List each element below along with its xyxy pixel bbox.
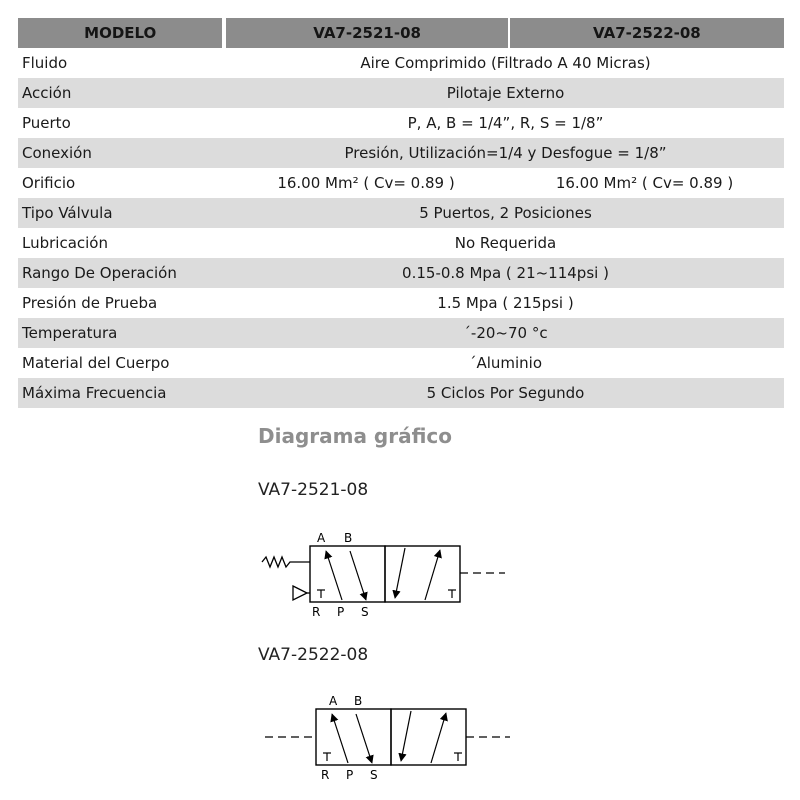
row-label: Acción: [22, 84, 72, 102]
table-row: [18, 108, 784, 138]
row-value: 5 Ciclos Por Segundo: [426, 384, 585, 402]
row-value-va7-2522-08: 16.00 Mm² ( Cv= 0.89 ): [555, 174, 734, 192]
row-value: ´Aluminio: [468, 354, 543, 372]
port-label-a: A: [329, 694, 338, 708]
port-label-p: P: [346, 768, 354, 782]
diagram-model-label: VA7-2521-08: [258, 480, 369, 500]
valve-symbol-va7-2521-08: [250, 525, 520, 620]
row-value-va7-2521-08: 16.00 Mm² ( Cv= 0.89 ): [277, 174, 455, 192]
table-header: [18, 18, 784, 48]
diagram-model-label: VA7-2522-08: [258, 645, 369, 665]
row-value: Aire Comprimido (Filtrado A 40 Micras): [360, 54, 651, 72]
port-label-s: S: [361, 605, 369, 619]
table-row: [18, 48, 784, 78]
row-value: 5 Puertos, 2 Posiciones: [419, 204, 592, 222]
row-value: P, A, B = 1/4”, R, S = 1/8”: [407, 114, 604, 132]
table-row: [18, 228, 784, 258]
row-label: Conexión: [22, 144, 92, 162]
port-label-r: R: [312, 605, 321, 619]
valve-symbol-va7-2522-08: [250, 690, 520, 785]
port-label-a: A: [317, 531, 326, 545]
table-row: [18, 258, 784, 288]
table-row: [18, 378, 784, 408]
row-value: ´-20~70 °c: [463, 324, 548, 342]
table-row: [18, 168, 784, 198]
table-row: [18, 348, 784, 378]
row-label: Presión de Prueba: [22, 294, 158, 312]
row-label: Fluido: [22, 54, 68, 72]
row-value: 0.15-0.8 Mpa ( 21~114psi ): [402, 264, 609, 282]
row-label: Tipo Válvula: [22, 204, 113, 222]
header-va7-2521-08: VA7-2521-08: [226, 18, 507, 48]
row-label: Rango De Operación: [22, 264, 177, 282]
row-label: Orificio: [22, 174, 76, 192]
row-label: Puerto: [22, 114, 71, 132]
table-row: [18, 138, 784, 168]
port-label-b: B: [344, 531, 353, 545]
table-row: [18, 288, 784, 318]
row-value: Pilotaje Externo: [446, 84, 565, 102]
table-row: [18, 318, 784, 348]
row-value: Presión, Utilización=1/4 y Desfogue = 1/8”: [344, 144, 667, 162]
row-label: Máxima Frecuencia: [22, 384, 167, 402]
row-value: 1.5 Mpa ( 215psi ): [437, 294, 574, 312]
spec-table: [18, 18, 784, 408]
port-label-s: S: [370, 768, 378, 782]
row-label: Lubricación: [22, 234, 108, 252]
row-value: No Requerida: [454, 234, 557, 252]
table-row: [18, 78, 784, 108]
header-model: MODELO: [18, 18, 222, 48]
diagram-title: Diagrama gráfico: [258, 424, 453, 448]
table-row: [18, 198, 784, 228]
port-label-p: P: [337, 605, 345, 619]
row-label: Temperatura: [22, 324, 118, 342]
port-label-b: B: [354, 694, 363, 708]
port-label-r: R: [321, 768, 330, 782]
row-label: Material del Cuerpo: [22, 354, 170, 372]
header-va7-2522-08: VA7-2522-08: [510, 18, 784, 48]
